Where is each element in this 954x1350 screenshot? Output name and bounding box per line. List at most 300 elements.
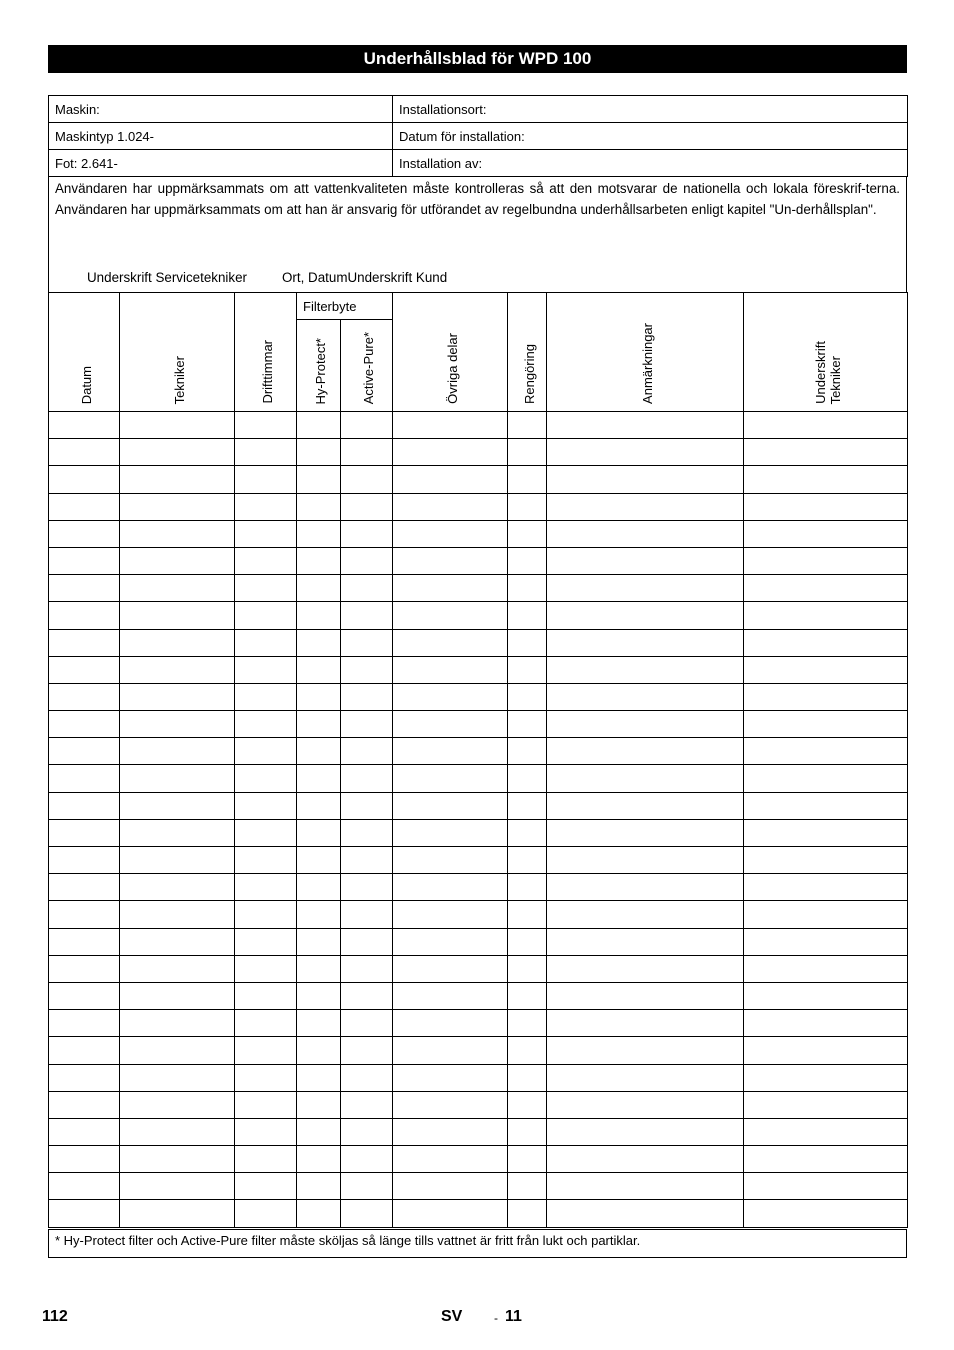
- signature-service-label: Underskrift Servicetekniker: [87, 270, 247, 285]
- log-cell[interactable]: [744, 819, 908, 846]
- log-cell[interactable]: [547, 602, 744, 629]
- log-cell[interactable]: [547, 738, 744, 765]
- log-cell[interactable]: [341, 656, 393, 683]
- log-cell[interactable]: [120, 683, 235, 710]
- log-cell[interactable]: [393, 466, 508, 493]
- log-cell[interactable]: [393, 1064, 508, 1091]
- log-cell[interactable]: [120, 874, 235, 901]
- log-cell[interactable]: [393, 1146, 508, 1173]
- log-cell[interactable]: [235, 412, 297, 439]
- log-cell[interactable]: [547, 575, 744, 602]
- log-cell[interactable]: [341, 847, 393, 874]
- log-cell[interactable]: [744, 1118, 908, 1145]
- log-cell[interactable]: [297, 520, 341, 547]
- log-cell[interactable]: [341, 412, 393, 439]
- log-cell[interactable]: [120, 412, 235, 439]
- log-cell[interactable]: [547, 1010, 744, 1037]
- log-cell[interactable]: [547, 547, 744, 574]
- log-cell[interactable]: [547, 1064, 744, 1091]
- log-cell[interactable]: [393, 1200, 508, 1227]
- log-cell[interactable]: [235, 792, 297, 819]
- log-cell[interactable]: [120, 792, 235, 819]
- log-cell[interactable]: [508, 1118, 547, 1145]
- log-cell[interactable]: [341, 1091, 393, 1118]
- log-cell[interactable]: [341, 711, 393, 738]
- log-cell[interactable]: [744, 547, 908, 574]
- log-cell[interactable]: [49, 629, 120, 656]
- log-cell[interactable]: [235, 901, 297, 928]
- log-cell[interactable]: [744, 901, 908, 928]
- log-cell[interactable]: [547, 683, 744, 710]
- log-cell[interactable]: [508, 1010, 547, 1037]
- log-cell[interactable]: [235, 683, 297, 710]
- table-row: [49, 602, 908, 629]
- log-cell[interactable]: [297, 1118, 341, 1145]
- log-cell[interactable]: [393, 738, 508, 765]
- log-cell[interactable]: [744, 711, 908, 738]
- log-cell[interactable]: [235, 547, 297, 574]
- log-cell[interactable]: [744, 629, 908, 656]
- log-cell[interactable]: [547, 711, 744, 738]
- log-cell[interactable]: [547, 520, 744, 547]
- log-cell[interactable]: [297, 711, 341, 738]
- log-cell[interactable]: [49, 847, 120, 874]
- log-cell[interactable]: [393, 1010, 508, 1037]
- header-tekniker: Tekniker: [120, 293, 235, 412]
- log-cell[interactable]: [547, 955, 744, 982]
- log-cell[interactable]: [297, 493, 341, 520]
- table-row: [49, 439, 908, 466]
- log-cell[interactable]: [547, 1037, 744, 1064]
- log-cell[interactable]: [297, 1173, 341, 1200]
- log-cell[interactable]: [547, 765, 744, 792]
- log-cell[interactable]: [235, 1146, 297, 1173]
- log-cell[interactable]: [49, 792, 120, 819]
- log-cell[interactable]: [341, 1200, 393, 1227]
- log-cell[interactable]: [508, 982, 547, 1009]
- log-cell[interactable]: [508, 1146, 547, 1173]
- log-cell[interactable]: [235, 1037, 297, 1064]
- log-cell[interactable]: [744, 412, 908, 439]
- log-cell[interactable]: [341, 683, 393, 710]
- log-cell[interactable]: [235, 466, 297, 493]
- log-cell[interactable]: [508, 765, 547, 792]
- log-cell[interactable]: [744, 792, 908, 819]
- log-cell[interactable]: [120, 1200, 235, 1227]
- log-cell[interactable]: [120, 656, 235, 683]
- log-cell[interactable]: [744, 1010, 908, 1037]
- log-cell[interactable]: [393, 439, 508, 466]
- log-cell[interactable]: [120, 439, 235, 466]
- log-cell[interactable]: [297, 602, 341, 629]
- log-cell[interactable]: [120, 847, 235, 874]
- log-cell[interactable]: [120, 1091, 235, 1118]
- log-cell[interactable]: [508, 1091, 547, 1118]
- log-cell[interactable]: [49, 1200, 120, 1227]
- log-cell[interactable]: [341, 466, 393, 493]
- table-row: [49, 874, 908, 901]
- log-cell[interactable]: [341, 575, 393, 602]
- log-cell[interactable]: [393, 928, 508, 955]
- log-cell[interactable]: [120, 466, 235, 493]
- log-cell[interactable]: [744, 493, 908, 520]
- log-cell[interactable]: [341, 493, 393, 520]
- log-cell[interactable]: [393, 1037, 508, 1064]
- log-cell[interactable]: [297, 412, 341, 439]
- log-cell[interactable]: [547, 629, 744, 656]
- log-cell[interactable]: [235, 982, 297, 1009]
- log-cell[interactable]: [744, 1091, 908, 1118]
- log-cell[interactable]: [297, 1064, 341, 1091]
- table-row: [49, 1173, 908, 1200]
- log-cell[interactable]: [547, 819, 744, 846]
- log-cell[interactable]: [393, 711, 508, 738]
- log-cell[interactable]: [297, 792, 341, 819]
- log-cell[interactable]: [547, 466, 744, 493]
- log-cell[interactable]: [508, 901, 547, 928]
- log-cell[interactable]: [547, 847, 744, 874]
- log-cell[interactable]: [508, 874, 547, 901]
- log-cell[interactable]: [341, 520, 393, 547]
- log-cell[interactable]: [393, 412, 508, 439]
- log-cell[interactable]: [297, 982, 341, 1009]
- log-cell[interactable]: [49, 575, 120, 602]
- table-row: [49, 1010, 908, 1037]
- log-cell[interactable]: [120, 955, 235, 982]
- log-cell[interactable]: [393, 547, 508, 574]
- log-cell[interactable]: [508, 847, 547, 874]
- log-cell[interactable]: [120, 928, 235, 955]
- log-cell[interactable]: [744, 602, 908, 629]
- log-cell[interactable]: [393, 819, 508, 846]
- log-cell[interactable]: [508, 656, 547, 683]
- table-row: [49, 847, 908, 874]
- log-cell[interactable]: [120, 711, 235, 738]
- table-row: [49, 1037, 908, 1064]
- log-cell[interactable]: [49, 602, 120, 629]
- log-cell[interactable]: [120, 738, 235, 765]
- log-cell[interactable]: [508, 1173, 547, 1200]
- log-cell[interactable]: [393, 683, 508, 710]
- log-cell[interactable]: [49, 466, 120, 493]
- log-cell[interactable]: [297, 656, 341, 683]
- log-cell[interactable]: [297, 765, 341, 792]
- log-cell[interactable]: [297, 547, 341, 574]
- log-cell[interactable]: [744, 765, 908, 792]
- log-cell[interactable]: [297, 1010, 341, 1037]
- field-datum-installation[interactable]: Datum för installation:: [393, 123, 908, 150]
- table-row: [49, 765, 908, 792]
- log-cell[interactable]: [744, 1064, 908, 1091]
- log-cell[interactable]: [235, 1173, 297, 1200]
- log-cell[interactable]: [120, 1010, 235, 1037]
- log-cell[interactable]: [297, 575, 341, 602]
- log-cell[interactable]: [49, 1173, 120, 1200]
- log-cell[interactable]: [49, 765, 120, 792]
- log-cell[interactable]: [341, 1010, 393, 1037]
- log-cell[interactable]: [341, 874, 393, 901]
- log-cell[interactable]: [508, 493, 547, 520]
- log-cell[interactable]: [49, 1146, 120, 1173]
- log-cell[interactable]: [547, 901, 744, 928]
- log-cell[interactable]: [235, 629, 297, 656]
- log-cell[interactable]: [744, 1173, 908, 1200]
- header-drifttimmar: Drifttimmar: [235, 293, 297, 412]
- field-installation-av[interactable]: Installation av:: [393, 150, 908, 177]
- log-cell[interactable]: [508, 955, 547, 982]
- machine-info-table: [48, 95, 908, 177]
- table-row: [49, 1200, 908, 1227]
- log-cell[interactable]: [393, 792, 508, 819]
- log-cell[interactable]: [341, 901, 393, 928]
- log-cell[interactable]: [547, 1091, 744, 1118]
- log-cell[interactable]: [393, 656, 508, 683]
- log-cell[interactable]: [744, 738, 908, 765]
- log-cell[interactable]: [547, 792, 744, 819]
- log-cell[interactable]: [744, 575, 908, 602]
- log-cell[interactable]: [341, 1118, 393, 1145]
- log-cell[interactable]: [341, 982, 393, 1009]
- log-cell[interactable]: [393, 847, 508, 874]
- header-filterbyte: Filterbyte: [297, 293, 393, 320]
- log-cell[interactable]: [508, 738, 547, 765]
- log-cell[interactable]: [297, 955, 341, 982]
- log-cell[interactable]: [120, 901, 235, 928]
- log-cell[interactable]: [297, 1200, 341, 1227]
- log-cell[interactable]: [235, 520, 297, 547]
- log-cell[interactable]: [341, 1173, 393, 1200]
- log-cell[interactable]: [297, 874, 341, 901]
- log-cell[interactable]: [393, 493, 508, 520]
- log-cell[interactable]: [547, 928, 744, 955]
- log-cell[interactable]: [49, 874, 120, 901]
- log-cell[interactable]: [49, 412, 120, 439]
- log-cell[interactable]: [508, 928, 547, 955]
- log-cell[interactable]: [508, 1037, 547, 1064]
- log-cell[interactable]: [235, 847, 297, 874]
- log-cell[interactable]: [49, 738, 120, 765]
- log-cell[interactable]: [120, 1118, 235, 1145]
- log-cell[interactable]: [120, 819, 235, 846]
- log-cell[interactable]: [120, 1173, 235, 1200]
- log-cell[interactable]: [235, 765, 297, 792]
- log-cell[interactable]: [508, 575, 547, 602]
- log-cell[interactable]: [744, 1037, 908, 1064]
- log-cell[interactable]: [235, 656, 297, 683]
- log-cell[interactable]: [297, 466, 341, 493]
- log-cell[interactable]: [508, 683, 547, 710]
- log-cell[interactable]: [508, 711, 547, 738]
- log-cell[interactable]: [393, 1173, 508, 1200]
- log-cell[interactable]: [393, 874, 508, 901]
- log-cell[interactable]: [49, 1091, 120, 1118]
- log-cell[interactable]: [341, 928, 393, 955]
- log-cell[interactable]: [547, 656, 744, 683]
- header-active-pure: Active-Pure*: [341, 320, 393, 412]
- log-cell[interactable]: [393, 575, 508, 602]
- log-cell[interactable]: [49, 520, 120, 547]
- field-fot[interactable]: Fot: 2.641-: [49, 150, 393, 177]
- log-cell[interactable]: [393, 982, 508, 1009]
- log-cell[interactable]: [49, 819, 120, 846]
- log-cell[interactable]: [341, 792, 393, 819]
- log-cell[interactable]: [393, 901, 508, 928]
- log-cell[interactable]: [744, 656, 908, 683]
- page-title: Underhållsblad för WPD 100: [48, 45, 907, 73]
- log-cell[interactable]: [547, 493, 744, 520]
- log-rows: [49, 412, 908, 1228]
- log-cell[interactable]: [508, 547, 547, 574]
- field-installationsort[interactable]: Installationsort:: [393, 96, 908, 123]
- log-cell[interactable]: [120, 1064, 235, 1091]
- log-cell[interactable]: [547, 1146, 744, 1173]
- log-cell[interactable]: [49, 955, 120, 982]
- log-cell[interactable]: [120, 520, 235, 547]
- log-cell[interactable]: [341, 1146, 393, 1173]
- log-cell[interactable]: [297, 819, 341, 846]
- log-cell[interactable]: [120, 602, 235, 629]
- log-cell[interactable]: [120, 575, 235, 602]
- log-cell[interactable]: [49, 1037, 120, 1064]
- log-cell[interactable]: [120, 629, 235, 656]
- log-cell[interactable]: [235, 928, 297, 955]
- log-cell[interactable]: [393, 629, 508, 656]
- log-cell[interactable]: [744, 1146, 908, 1173]
- log-cell[interactable]: [49, 493, 120, 520]
- log-cell[interactable]: [49, 439, 120, 466]
- log-cell[interactable]: [120, 493, 235, 520]
- log-cell[interactable]: [508, 602, 547, 629]
- log-cell[interactable]: [508, 412, 547, 439]
- log-cell[interactable]: [235, 874, 297, 901]
- table-row: [49, 1064, 908, 1091]
- log-cell[interactable]: [508, 792, 547, 819]
- log-cell[interactable]: [297, 847, 341, 874]
- log-cell[interactable]: [235, 738, 297, 765]
- log-cell[interactable]: [235, 1091, 297, 1118]
- log-cell[interactable]: [508, 629, 547, 656]
- log-cell[interactable]: [297, 683, 341, 710]
- log-cell[interactable]: [297, 901, 341, 928]
- log-cell[interactable]: [341, 629, 393, 656]
- log-cell[interactable]: [341, 602, 393, 629]
- log-cell[interactable]: [297, 1091, 341, 1118]
- log-cell[interactable]: [120, 547, 235, 574]
- field-maskintyp[interactable]: Maskintyp 1.024-: [49, 123, 393, 150]
- log-cell[interactable]: [49, 982, 120, 1009]
- log-cell[interactable]: [297, 1037, 341, 1064]
- log-cell[interactable]: [297, 928, 341, 955]
- log-cell[interactable]: [508, 466, 547, 493]
- log-cell[interactable]: [341, 1037, 393, 1064]
- log-cell[interactable]: [49, 928, 120, 955]
- log-cell[interactable]: [120, 1037, 235, 1064]
- log-cell[interactable]: [393, 955, 508, 982]
- log-cell[interactable]: [393, 520, 508, 547]
- log-cell[interactable]: [744, 874, 908, 901]
- log-cell[interactable]: [744, 683, 908, 710]
- log-cell[interactable]: [235, 439, 297, 466]
- log-cell[interactable]: [297, 738, 341, 765]
- log-cell[interactable]: [49, 1010, 120, 1037]
- log-cell[interactable]: [547, 439, 744, 466]
- log-cell[interactable]: [49, 547, 120, 574]
- log-cell[interactable]: [49, 683, 120, 710]
- log-cell[interactable]: [744, 1200, 908, 1227]
- log-cell[interactable]: [547, 982, 744, 1009]
- log-cell[interactable]: [235, 955, 297, 982]
- log-cell[interactable]: [235, 493, 297, 520]
- log-cell[interactable]: [341, 819, 393, 846]
- log-cell[interactable]: [297, 439, 341, 466]
- log-cell[interactable]: [547, 874, 744, 901]
- log-cell[interactable]: [744, 466, 908, 493]
- log-cell[interactable]: [235, 1200, 297, 1227]
- language-code: SV: [441, 1308, 463, 1325]
- log-cell[interactable]: [341, 547, 393, 574]
- log-cell[interactable]: [297, 1146, 341, 1173]
- log-cell[interactable]: [120, 982, 235, 1009]
- log-cell[interactable]: [235, 602, 297, 629]
- log-cell[interactable]: [341, 439, 393, 466]
- log-cell[interactable]: [744, 520, 908, 547]
- log-cell[interactable]: [393, 1118, 508, 1145]
- log-cell[interactable]: [744, 928, 908, 955]
- section-page-number: 11: [505, 1308, 522, 1325]
- log-cell[interactable]: [49, 1118, 120, 1145]
- log-cell[interactable]: [547, 1173, 744, 1200]
- log-cell[interactable]: [393, 1091, 508, 1118]
- log-cell[interactable]: [341, 1064, 393, 1091]
- log-cell[interactable]: [508, 1064, 547, 1091]
- log-cell[interactable]: [393, 602, 508, 629]
- log-cell[interactable]: [120, 765, 235, 792]
- log-cell[interactable]: [744, 439, 908, 466]
- log-cell[interactable]: [341, 738, 393, 765]
- log-cell[interactable]: [49, 1064, 120, 1091]
- log-cell[interactable]: [297, 629, 341, 656]
- log-cell[interactable]: [235, 1010, 297, 1037]
- log-cell[interactable]: [393, 765, 508, 792]
- log-cell[interactable]: [235, 819, 297, 846]
- table-row: [49, 412, 908, 439]
- header-hy-protect: Hy-Protect*: [297, 320, 341, 412]
- log-cell[interactable]: [744, 955, 908, 982]
- field-maskin[interactable]: Maskin:: [49, 96, 393, 123]
- log-cell[interactable]: [235, 575, 297, 602]
- log-cell[interactable]: [508, 520, 547, 547]
- log-cell[interactable]: [49, 901, 120, 928]
- log-cell[interactable]: [508, 1200, 547, 1227]
- log-cell[interactable]: [508, 819, 547, 846]
- log-cell[interactable]: [508, 439, 547, 466]
- log-cell[interactable]: [744, 847, 908, 874]
- log-cell[interactable]: [547, 412, 744, 439]
- log-cell[interactable]: [235, 1118, 297, 1145]
- table-row: [49, 629, 908, 656]
- log-cell[interactable]: [49, 656, 120, 683]
- log-cell[interactable]: [341, 955, 393, 982]
- log-cell[interactable]: [235, 1064, 297, 1091]
- log-cell[interactable]: [49, 711, 120, 738]
- table-row: [49, 955, 908, 982]
- log-cell[interactable]: [341, 765, 393, 792]
- log-cell[interactable]: [235, 711, 297, 738]
- log-cell[interactable]: [547, 1200, 744, 1227]
- log-cell[interactable]: [120, 1146, 235, 1173]
- log-cell[interactable]: [547, 1118, 744, 1145]
- log-cell[interactable]: [744, 982, 908, 1009]
